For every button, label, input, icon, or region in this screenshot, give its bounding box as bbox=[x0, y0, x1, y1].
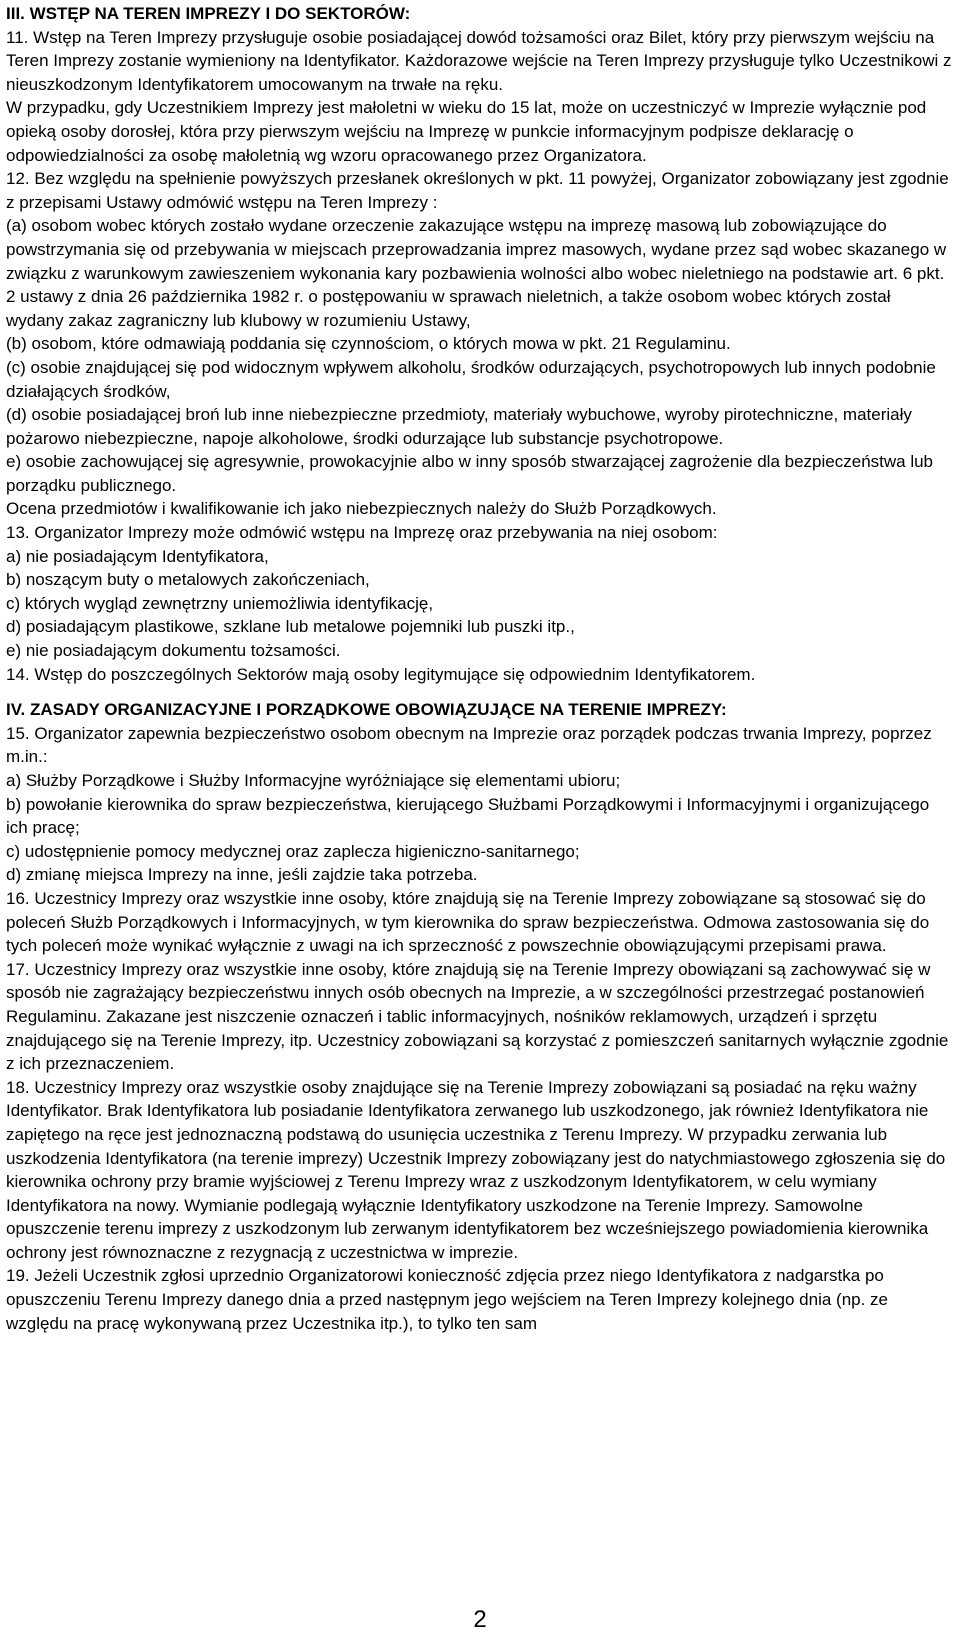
paragraph: e) osobie zachowującej się agresywnie, prowokacyjnie albo w inny sposób stwarzającej zagrożenie dla bezpieczeństwa lub porządku publicznego. bbox=[6, 452, 934, 495]
paragraph: a) Służby Porządkowe i Służby Informacyjne wyróżniające się elementami ubioru; bbox=[6, 771, 621, 790]
section-heading: IV. ZASADY ORGANIZACYJNE I PORZĄDKOWE OBOWIĄZUJĄCE NA TERENIE IMPREZY: bbox=[6, 700, 727, 720]
paragraph: (c) osobie znajdującej się pod widocznym wpływem alkoholu, środków odurzających, psychotropowych lub innych podobnie działających środków, bbox=[6, 357, 936, 401]
paragraph: 16. Uczestnicy Imprezy oraz wszystkie inne osoby, które znajdują się na Terenie Imprezy zobowiązane są stosować się do poleceń Służb Porządkowych i Informacyjnych, w tym kierownika do spraw bezpieczeństwa. Odmowa zastosowania się do tych poleceń może wynikać wyłącznie z uwagi na ich sprzeczność z powszechnie obowiązującymi przepisami prawa. bbox=[6, 888, 930, 956]
page-number: 2 bbox=[473, 1606, 487, 1633]
paragraph: W przypadku, gdy Uczestnikiem Imprezy jest małoletni w wieku do 15 lat, może on uczestniczyć w Imprezie wyłącznie pod opieką osoby dorosłej, która przy pierwszym wejściu na Imprezę w punkcie informacyjnym podpisze deklarację o odpowiedzialności za osobę małoletnią wg wzoru opracowanego przez Organizatora. bbox=[6, 98, 927, 165]
paragraph: a) nie posiadającym Identyfikatora, bbox=[6, 546, 269, 566]
paragraph: 15. Organizator zapewnia bezpieczeństwo osobom obecnym na Imprezie oraz porządek podczas trwania Imprezy, poprzez m.in.: bbox=[6, 723, 932, 767]
paragraph: c) których wygląd zewnętrzny uniemożliwia identyfikację, bbox=[6, 593, 434, 613]
paragraph: c) udostępnienie pomocy medycznej oraz zaplecza higieniczno-sanitarnego; bbox=[6, 841, 580, 861]
paragraph: e) nie posiadającym dokumentu tożsamości. bbox=[6, 641, 341, 661]
section-heading: III. WSTĘP NA TEREN IMPREZY I DO SEKTORÓW: bbox=[6, 4, 411, 23]
paragraph: (a) osobom wobec których zostało wydane orzeczenie zakazujące wstępu na imprezę masową lub zobowiązujące do powstrzymania się od przebywania w miejscach przeprowadzania imprez masowych, wydane przez sąd wobec skazanego w związku z warunkowym zawieszeniem wykonania kary pozbawienia wolności albo wobec nieletniego na podstawie art. 6 pkt. 2 ustawy z dnia 26 października 1982 r. o postępowaniu w sprawach nieletnich, a także osobom wobec których został wydany zakaz zagraniczny lub klubowy w rozumieniu Ustawy, bbox=[6, 216, 947, 330]
section-3 bbox=[6, 2, 952, 686]
paragraph: 13. Organizator Imprezy może odmówić wstępu na Imprezę oraz przebywania na niej osobom: bbox=[6, 523, 718, 543]
paragraph: 19. Jeżeli Uczestnik zgłosi uprzednio Organizatorowi konieczność zdjęcia przez niego Identyfikatora z nadgarstka po opuszczeniu Terenu Imprezy danego dnia a przed następnym jego wejściem na Teren Imprezy kolejnego dnia (np. ze względu na pracę wykonywaną przez Uczestnika itp.), to tylko ten sam bbox=[6, 1266, 888, 1333]
paragraph: (b) osobom, które odmawiają poddania się czynnościom, o których mowa w pkt. 21 Regulaminu. bbox=[6, 334, 731, 354]
paragraph: 18. Uczestnicy Imprezy oraz wszystkie osoby znajdujące się na Terenie Imprezy zobowiązani są posiadać na ręku ważny Identyfikator. Brak Identyfikatora lub posiadanie Identyfikatora zerwanego lub uszkodzonego, jak również Identyfikatora nie zapiętego na ręce jest jednoznaczną podstawą do usunięcia uczestnika z Terenu Imprezy. W przypadku zerwania lub uszkodzenia Identyfikatora (na terenie imprezy) Uczestnik Imprezy zobowiązany jest do natychmiastowego zgłoszenia się do kierownika ochrony przy bramie wyjściowej z Terenu Imprezy wraz z uszkodzonym Identyfikatorem, w celu wymiany Identyfikatora na nowy. Wymianie podlegają wyłącznie Identyfikatory uszkodzone na Terenie Imprezy. Samowolne opuszczenie terenu imprezy z uszkodzonym lub zerwanym identyfikatorem bez wcześniejszego powiadomienia kierownika ochrony jest równoznaczne z rezygnacją z uczestnictwa w imprezie. bbox=[6, 1077, 946, 1262]
paragraph: b) powołanie kierownika do spraw bezpieczeństwa, kierującego Służbami Porządkowymi i Informacyjnymi i organizującego ich pracę; bbox=[6, 794, 930, 838]
paragraph: d) posiadającym plastikowe, szklane lub metalowe pojemniki lub puszki itp., bbox=[6, 617, 575, 637]
section-4 bbox=[6, 698, 952, 1335]
paragraph: (d) osobie posiadającej broń lub inne niebezpieczne przedmioty, materiały wybuchowe, wyroby pirotechniczne, materiały pożarowo niebezpieczne, napoje alkoholowe, środki odurzające lub substancje psychotropowe. bbox=[6, 405, 912, 448]
paragraph: 12. Bez względu na spełnienie powyższych przesłanek określonych w pkt. 11 powyżej, Organizator zobowiązany jest zgodnie z przepisami Ustawy odmówić wstępu na Teren Imprezy : bbox=[6, 169, 949, 212]
paragraph: 11. Wstęp na Teren Imprezy przysługuje osobie posiadającej dowód tożsamości oraz Bilet, który przy pierwszym wejściu na Teren Imprezy zostanie wymieniony na Identyfikator. Każdorazowe wejście na Teren Imprezy przysługuje tylko Uczestnikowi z nieuszkodzonym Identyfikatorem umocowanym na trwałe na ręku. bbox=[6, 27, 952, 94]
paragraph: b) noszącym buty o metalowych zakończeniach, bbox=[6, 570, 370, 590]
paragraph: d) zmianę miejsca Imprezy na inne, jeśli zajdzie taka potrzeba. bbox=[6, 865, 478, 885]
paragraph: Ocena przedmiotów i kwalifikowanie ich jako niebezpiecznych należy do Służb Porządkowych. bbox=[6, 499, 717, 519]
paragraph: 17. Uczestnicy Imprezy oraz wszystkie inne osoby, które znajdują się na Terenie Imprezy obowiązani są zachowywać się w sposób nie zagrażający bezpieczeństwu innych osób obecnych na Imprezie, a w szczególności przestrzegać postanowień Regulaminu. Zakazane jest niszczenie oznaczeń i tablic informacyjnych, nośników reklamowych, urządzeń i sprzętu znajdującego się na Terenie Imprezy, itp. Uczestnicy zobowiązani są korzystać z pomieszczeń sanitarnych wyłącznie zgodnie z ich przeznaczeniem. bbox=[6, 959, 949, 1074]
paragraph: 14. Wstęp do poszczególnych Sektorów mają osoby legitymujące się odpowiednim Identyfikatorem. bbox=[6, 664, 756, 684]
